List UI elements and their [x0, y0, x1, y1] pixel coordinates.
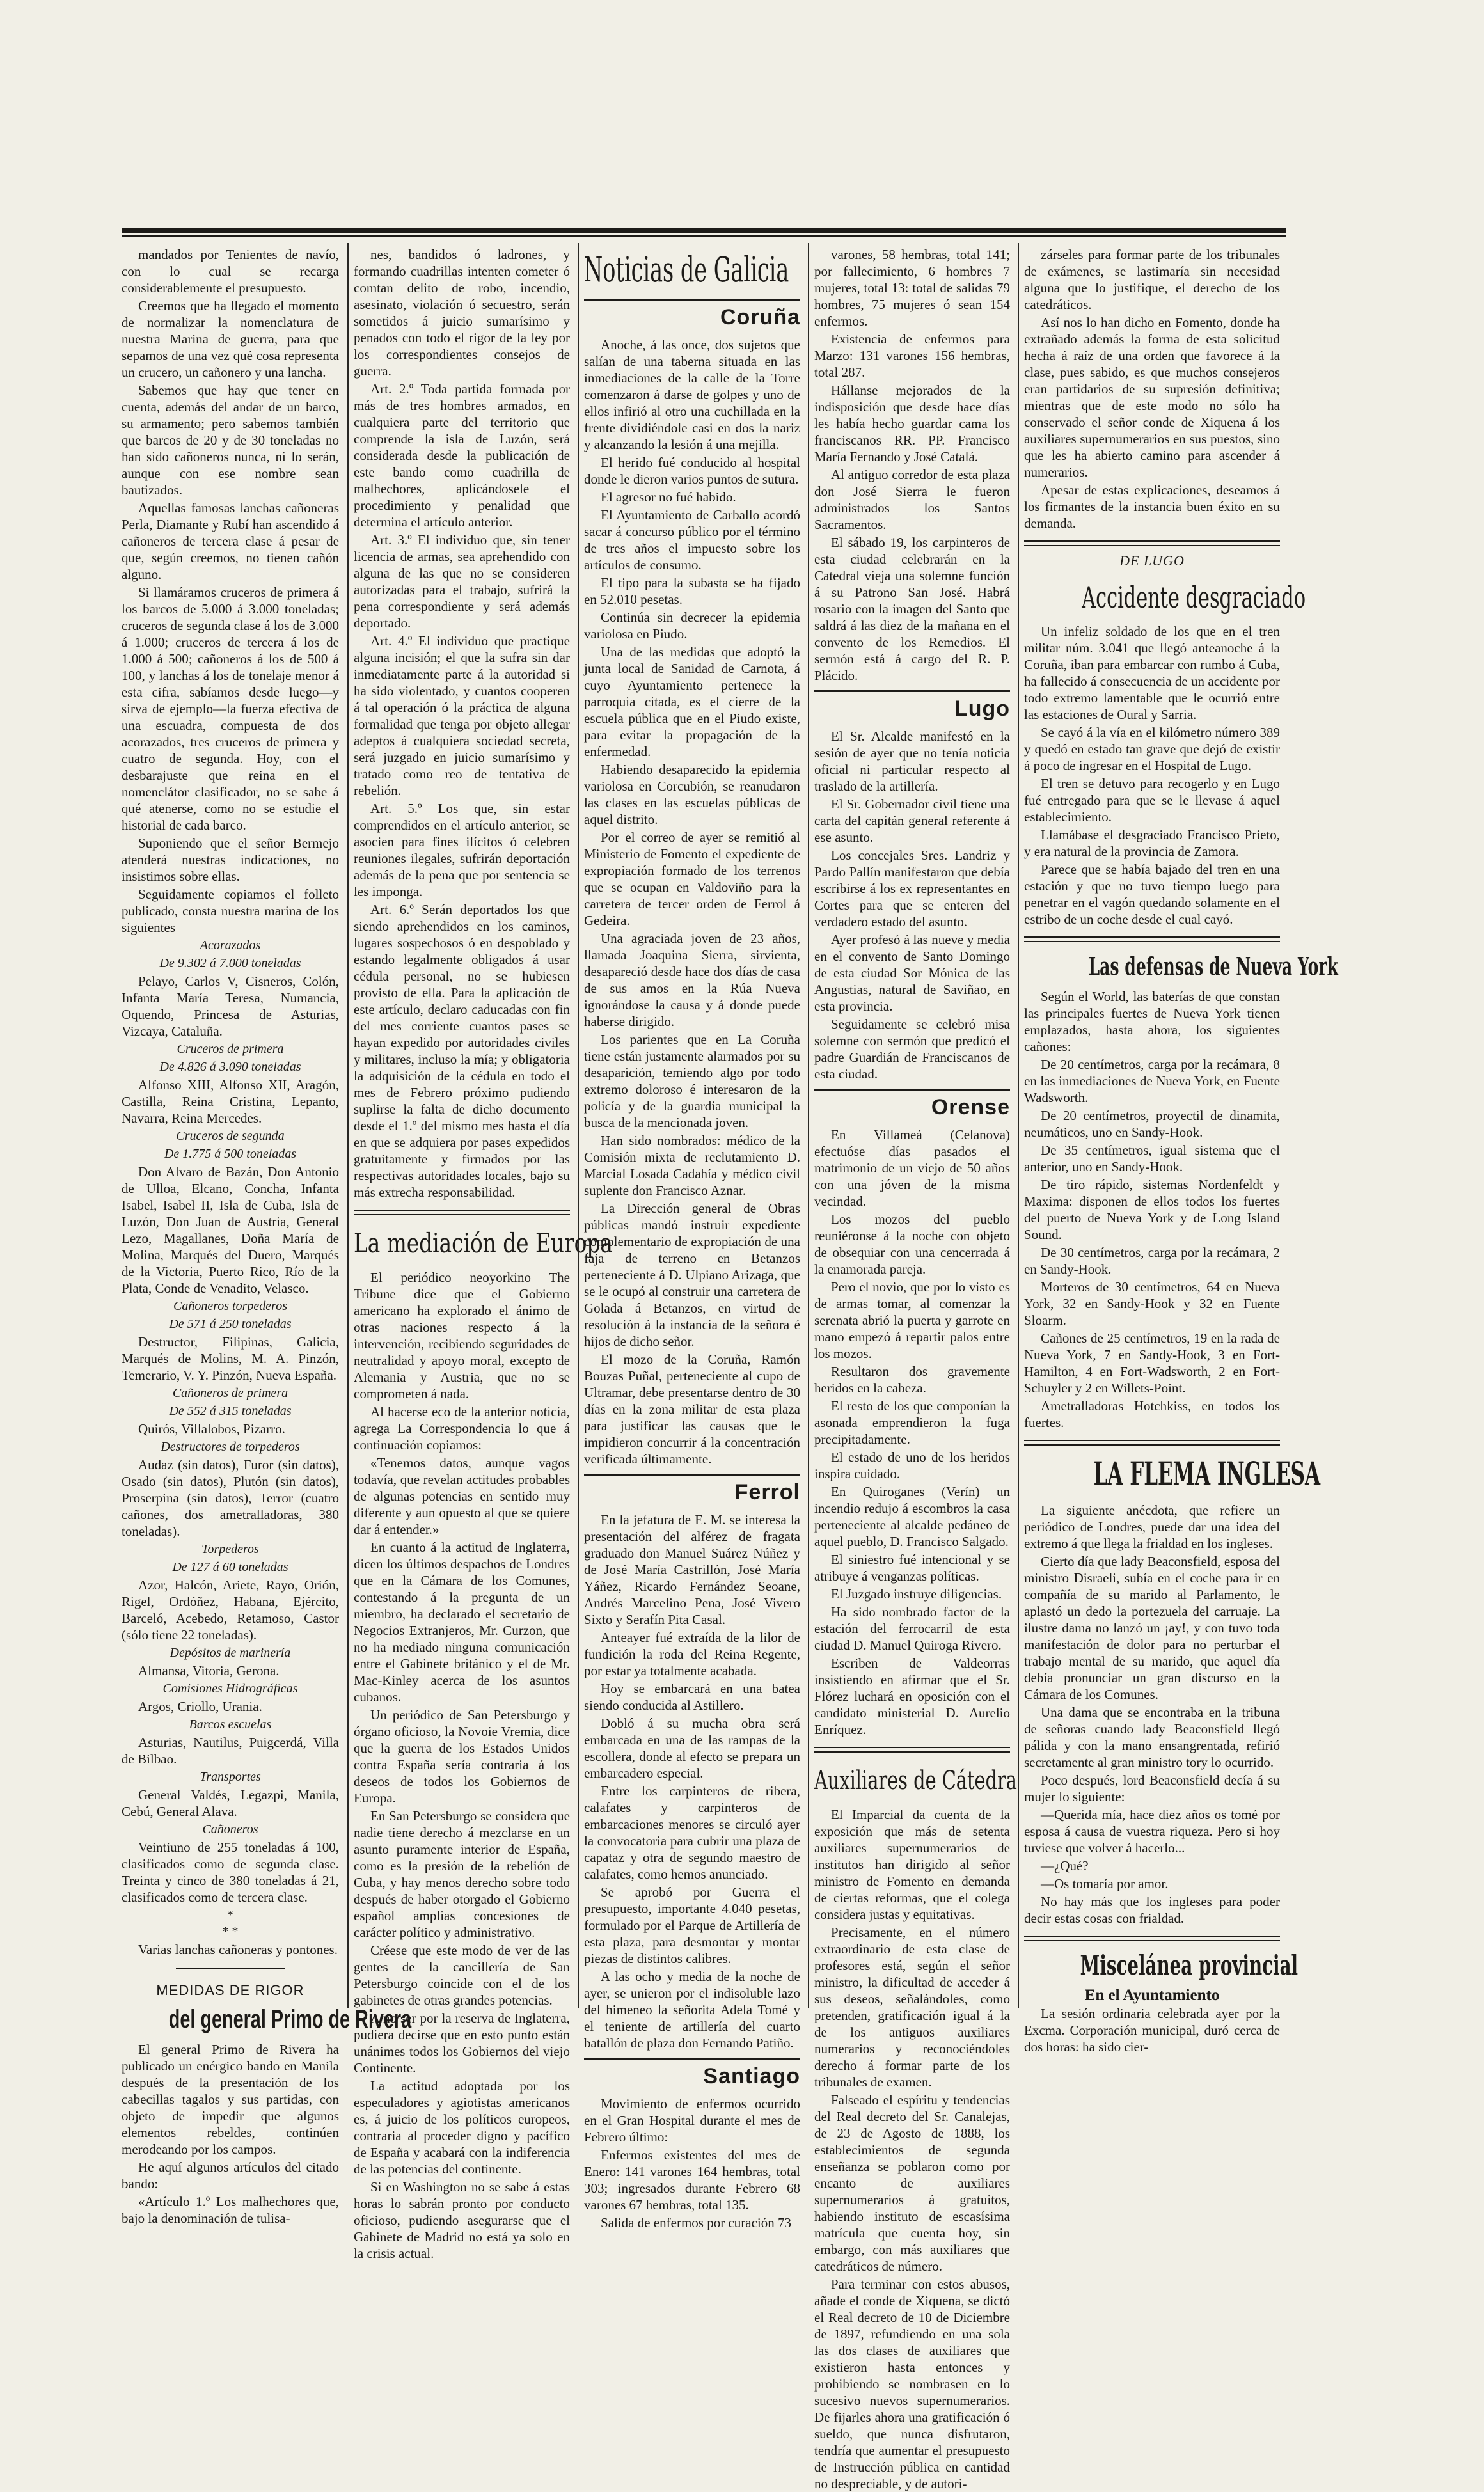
paragraph: El mozo de la Coruña, Ramón Bouzas Puñal, perteneciente al cupo de Ultramar, debe presentarse dentro de 30 días en la zona militar de esta plaza para justificar las causas que le impidieron concurrir á la concentración verificada últimamente. — [584, 1352, 800, 1467]
divider — [1024, 1440, 1280, 1446]
paragraph: —Querida mía, hace diez años os tomé por esposa á causa de vuestra riqueza. Pero si hoy tuviese que volver á hacerlo... — [1024, 1807, 1280, 1856]
paragraph: En la jefatura de E. M. se interesa la presentación del alférez de fragata graduado don Manuel Suárez Núñez y de José María Castrillón, José María Yáñez, Ricardo Fernández Seoane, Andrés Marcelino Pena, José Vivero Sixto y Serafín Pita Casal. — [584, 1512, 800, 1627]
paragraph: Varias lanchas cañoneras y pontones. — [138, 1942, 338, 1957]
fleet-tonnage: De 4.826 á 3.090 toneladas — [159, 1060, 301, 1074]
paragraph: Falseado el espíritu y tendencias del Real decreto del Sr. Canalejas, de 23 de Agosto de 1888, los establecimientos de segunda enseñanza se poblaron como por encanto de auxiliares supernumerarios á gratuitos, habiendo instituto de escasísima matrícula que cuenta hoy, sin embargo, con más auxiliares que catedráticos de número. — [814, 2092, 1010, 2274]
paragraph: Morteros de 30 centímetros, 64 en Nueva York, 32 en Sandy-Hook y 32 en Fuente Sloarm. — [1024, 1279, 1280, 1328]
paragraph: Movimiento de enfermos ocurrido en el Gran Hospital durante el mes de Febrero último: — [584, 2096, 800, 2145]
paragraph: El tren se detuvo para recogerlo y en Lugo fué entregado para que se le llevase á aquel establecimiento. — [1024, 776, 1280, 824]
fleet-ships: Almansa, Vitoria, Gerona. — [138, 1663, 280, 1678]
paragraph: El Juzgado instruye diligencias. — [831, 1586, 1002, 1602]
paragraph: Ha sido nombrado factor de la estación del ferrocarril de esta ciudad D. Manuel Quiroga Rivero. — [814, 1604, 1010, 1653]
paragraph: varones, 58 hembras, total 141; por fallecimiento, 6 hombres 7 mujeres, total 13: total de salidas 79 hombres, 75 mujeres ó sean 154 enfermos. — [814, 247, 1010, 329]
paragraph: Art. 4.º El individuo que practique alguna incisión; el que la sufra sin dar inmediatamente parte á la autoridad si ha sido violentado, y cuantos cooperen á tal operación ó la práctica de alguna formalidad que tenga por objeto allegar adeptos á cualquiera sociedad secreta, será juzgado en juicio sumarísimo y tratado como reo de tentativa de rebelión. — [354, 633, 570, 798]
paragraph: Una agraciada joven de 23 años, llamada Joaquina Sierra, sirvienta, desapareció desde hace dos días de casa de sus amos en la Rúa Nueva ignorándose la causa y á donde puede haberse dirigido. — [584, 931, 800, 1029]
paragraph: El herido fué conducido al hospital donde le dieron varios puntos de sutura. — [584, 455, 800, 487]
column-rule — [347, 243, 349, 2008]
paragraph: —Os tomaría por amor. — [1041, 1876, 1169, 1891]
paragraph: Créese que este modo de ver de las gentes de la cancillería de San Petersburgo coincide con el de los gabinetes de otras grandes potencias. — [354, 1943, 570, 2008]
section-kicker: MEDIDAS DE RIGOR — [156, 1982, 304, 1998]
article-title: del general Primo de Rivera — [168, 2005, 412, 2033]
paragraph: El Sr. Alcalde manifestó en la sesión de ayer que no tenía noticia oficial ni particular respecto al traslado de la artillería. — [814, 729, 1010, 794]
paragraph: Pero el novio, que por lo visto es de armas tomar, al comenzar la serenata abrió la puerta y garrote en mano empezó á repartir palos entre los mozos. — [814, 1279, 1010, 1361]
paragraph: Los concejales Sres. Landriz y Pardo Pallín manifestaron que debía escribirse á los ex representantes en Cortes para que se enteren del verdadero estado del asunto. — [814, 848, 1010, 929]
paragraph: El agresor no fué habido. — [601, 489, 736, 505]
paragraph: «Tenemos datos, aunque vagos todavía, que revelan actitudes probables de algunas potencias en sentido muy diferente y aun opuesto al que se quiere dar á entender.» — [354, 1455, 570, 1537]
divider — [1024, 1936, 1280, 1941]
paragraph: El Imparcial da cuenta de la exposición que más de setenta auxiliares supernumerarios de institutos han dirigido al señor ministro de Fomento en demanda de ciertas reformas, que el colega considera justas y equitativas. — [814, 1807, 1010, 1922]
paragraph: Llamábase el desgraciado Francisco Prieto, y era natural de la provincia de Zamora. — [1024, 827, 1280, 859]
paragraph: El siniestro fué intencional y se atribuye á venganzas políticas. — [814, 1552, 1010, 1584]
paragraph: A las ocho y media de la noche de ayer, se unieron por el indisoluble lazo del himeneo la señorita Adela Tomé y el teniente de artillería del cuarto batallón de plaza don Fernando Patiño. — [584, 1969, 800, 2051]
divider — [1024, 540, 1280, 546]
paragraph: En Quiroganes (Verín) un incendio redujo á escombros la casa perteneciente al alcalde pedáneo de aquel pueblo, D. Francisco Salgado. — [814, 1484, 1010, 1549]
paragraph: Seguidamente se celebró misa solemne con sermón que predicó el padre Guardián de Franciscanos de esta ciudad. — [814, 1016, 1010, 1082]
fleet-ships: Destructor, Filipinas, Galicia, Marqués de Molins, M. A. Pinzón, Temerario, V. Y. Pinzón, Nueva España. — [122, 1334, 339, 1383]
paragraph: El tipo para la subasta se ha fijado en 52.010 pesetas. — [584, 575, 800, 607]
paragraph: Si llamáramos cruceros de primera á los barcos de 5.000 á 3.000 toneladas; cruceros de segunda clase á los de 3.000 á 1.000; cruceros de tercera á los de 1.000 á 500; cañoneros á los de 500 á 100, y lanchas á los de tonelaje menor á esta cifra, sabíamos desde luego—y sirva de ejemplo—la fuerza efectiva de una escuadra, compuesta de dos acorazados, tres cruceros de primera y cuatro de segunda. Hoy, con el desbarajuste que reina en el nomenclátor clasificador, no se sabe á qué atenerse, como no se estudie el historial de cada barco. — [122, 585, 339, 833]
paragraph: Dobló á su mucha obra será embarcada en una de las rampas de la escollera, donde al efecto se prepara un embarcadero especial. — [584, 1715, 800, 1781]
divider — [814, 1747, 1010, 1753]
fleet-tonnage: De 127 á 60 toneladas — [172, 1560, 288, 1574]
fleet-ships: Azor, Halcón, Ariete, Rayo, Orión, Rigel, Ordóñez, Habana, Ejército, Barceló, Acebedo, Retamoso, Castor (sólo tiene 22 toneladas). — [122, 1577, 339, 1643]
paragraph: El general Primo de Rivera ha publicado un enérgico bando en Manila después de la presentación de los cabecillas tagalos y sus partidas, con objeto de impedir que algunos elementos rebeldes, continúen merodeando por los campos. — [122, 2042, 339, 2157]
paragraph: El estado de uno de los heridos inspira cuidado. — [814, 1449, 1010, 1481]
fleet-ships: Alfonso XIII, Alfonso XII, Aragón, Castilla, Reina Cristina, Lepanto, Navarra, Reina Mercedes. — [122, 1077, 339, 1126]
paragraph: zárseles para formar parte de los tribunales de exámenes, se lastimaría sin necesidad alguna que lo justifique, el derecho de los catedráticos. — [1024, 247, 1280, 312]
divider — [354, 1210, 570, 1215]
column-rule — [1018, 243, 1019, 2008]
paragraph: Salida de enfermos por curación 73 — [601, 2215, 791, 2230]
fleet-category: Destructores de torpederos — [161, 1440, 300, 1454]
paragraph: Anoche, á las once, dos sujetos que salían de una taberna situada en las inmediaciones de la calle de la Torre comenzaron á darse de golpes y uno de ellos infirió al otro una cuchillada en la frente dividiéndole casi en dos la nariz y alcanzando la lesión á una mejilla. — [584, 337, 800, 452]
paragraph: El periódico neoyorkino The Tribune dice que el Gobierno americano ha explorado el ánimo de otras naciones respecto á la intervención, recibiendo seguridades de neutralidad y apoyo moral, excepto de Alemania y Austria, que no se comprometen á nada. — [354, 1270, 570, 1401]
paragraph: Continúa sin decrecer la epidemia variolosa en Piudo. — [584, 610, 800, 642]
city-heading: Ferrol — [584, 1474, 800, 1505]
fleet-ships: General Valdés, Legazpi, Manila, Cebú, General Alava. — [122, 1787, 339, 1819]
paragraph: La Dirección general de Obras públicas mandó instruir expediente complementario de expropiación de una faja de terreno en Betanzos perteneciente á D. Ulpiano Arizaga, que se le ocupó al construir una carretera de Golada á Betanzos, en virtud de resolución á la instancia de la señora é hijos de dicho señor. — [584, 1201, 800, 1349]
paragraph: De 30 centímetros, carga por la recámara, 2 en Sandy-Hook. — [1024, 1245, 1280, 1277]
paragraph: Resultaron dos gravemente heridos en la cabeza. — [814, 1364, 1010, 1396]
paragraph: El sábado 19, los carpinteros de esta ciudad celebrarán en la Catedral vieja una solemne función á su Patrono San José. Habrá rosario con la imagen del Santo que saldrá á las diez de la mañana en el convento de los Remedios. El sermón está á cargo del R. P. Plácido. — [814, 535, 1010, 683]
paragraph: Los mozos del pueblo reuniéronse á la noche con objeto de obsequiar con una cencerrada á la enamorada pareja. — [814, 1211, 1010, 1277]
paragraph: El resto de los que componían la asonada emprendieron la fuga precipitadamente. — [814, 1398, 1010, 1447]
fleet-category: Acorazados — [200, 938, 261, 952]
paragraph: Art. 6.º Serán deportados los que siendo aprehendidos en los caminos, lugares sospechosos ó en despoblado y estando legalmente obligados á usar cédula personal, no se hubiesen provisto de ella. Para la aplicación de este artículo, declaro caducadas con fin del mes corriente cuantos pases se hayan expedido por autoridades civiles y militares, incluso la mía; y obligatoria la adquisición de la cédula en todo el mes de Febrero próximo pudiendo suplirse la falta de dicho documento desde el 1.º del mismo mes hasta el día en que se adquiera por pases expedidos gratuitamente y firmados por las respectivas autoridades locales, bajo su más extrecha responsabilidad. — [354, 902, 570, 1200]
paragraph: Sabemos que hay que tener en cuenta, además del andar de un barco, su armamento; pero sabemos también que barcos de 20 y de 30 toneladas no han sido cañoneros nunca, ni lo serán, aunque con ese nombre sean bautizados. — [122, 382, 339, 498]
paragraph: Ayer profesó á las nueve y media en el convento de Santo Domingo de esta ciudad Sor Mónica de las Angustias, natural de Saviñao, en esta provincia. — [814, 932, 1010, 1014]
column-5 — [1024, 246, 1338, 2054]
fleet-category: Cruceros de primera — [177, 1042, 284, 1056]
fleet-category: Comisiones Hidrográficas — [162, 1682, 298, 1696]
paragraph: Así nos lo han dicho en Fomento, donde ha extrañado además la forma de esta solicitud hecha á raíz de una orden que favorece á la clase, pues sabido, es que muchos consejeros eran partidarios de su supresión definitiva; mientras que de este modo no sólo ha conservado el señor conde de Xiquena á los auxiliares supernumerarios en sus puestos, sino que les ha abierto camino para ascender á numerarios. — [1024, 315, 1280, 480]
city-heading: Lugo — [814, 690, 1010, 722]
paragraph: Anteayer fué extraída de la lilor de fundición la roda del Reina Regente, por estar ya totalmente acabada. — [584, 1630, 800, 1678]
column-4 — [814, 246, 1017, 2491]
fleet-category: Torpederos — [201, 1542, 259, 1556]
fleet-category: Cruceros de segunda — [176, 1129, 285, 1143]
top-rule — [122, 228, 1286, 233]
paragraph: mandados por Tenientes de navío, con lo cual se recarga considerablemente el presupuesto. — [122, 247, 339, 296]
paragraph: Un infeliz soldado de los que en el tren militar núm. 3.041 que llegó anteanoche á la Coruña, iban para embarcar con rumbo á Cuba, ha fallecido á consecuencia de un accidente por todo extremo lamentable que le ocurrió entre las estaciones de Oural y Sarria. — [1024, 624, 1280, 722]
paragraph: Al hacerse eco de la anterior noticia, agrega La Correspondencia lo que á continuación copiamos: — [354, 1404, 570, 1453]
paragraph: Escriben de Valdeorras insistiendo en afirmar que el Sr. Flórez luchará en oposición con el candidato ministerial D. Aurelio Enríquez. — [814, 1655, 1010, 1737]
fleet-tonnage: De 1.775 á 500 toneladas — [164, 1147, 297, 1161]
article-title: Auxiliares de Cátedra — [814, 1766, 1017, 1795]
paragraph: nes, bandidos ó ladrones, y formando cuadrillas intenten cometer ó comtan delito de robo, incendio, asesinato, violación ó secuestro, serán sometidos á juicio sumarísimo y penados con todo el rigor de la ley por los correspondientes consejos de guerra. — [354, 247, 570, 379]
paragraph: Parece que se había bajado del tren en una estación y que no tuvo tiempo luego para penetrar en el vagón quedando solamente en el estribo de un coche desde el cual cayó. — [1024, 862, 1280, 927]
column-2 — [354, 246, 613, 2261]
paragraph: Suponiendo que el señor Bermejo atenderá nuestras indicaciones, no insistimos sobre ellas. — [122, 835, 339, 884]
paragraph: De 20 centímetros, carga por la recámara, 8 en las inmediaciones de Nueva York, en Fuente Wadsworth. — [1024, 1057, 1280, 1105]
paragraph: Por el correo de ayer se remitió al Ministerio de Fomento el expediente de expropiación formado de los terrenos que se ocupan en Valdoviño para la carretera de tercer orden de Ferrol á Gedeira. — [584, 830, 800, 928]
fleet-category: Cañoneros de primera — [172, 1386, 288, 1400]
paragraph: El Ayuntamiento de Carballo acordó sacar á concurso público por el término de tres años el impuesto sobre los artículos de consumo. — [584, 507, 800, 572]
paragraph: De tiro rápido, sistemas Nordenfeldt y Maxima: disponen de ellos todos los fuertes del puerto de Nueva York y de Long Island Sound. — [1024, 1177, 1280, 1242]
column-1 — [122, 246, 412, 2226]
fleet-category: Cañoneros torpederos — [173, 1299, 287, 1313]
paragraph: Enfermos existentes del mes de Enero: 141 varones 164 hembras, total 303; ingresados durante Febrero 68 varones 67 hembras, total 135. — [584, 2147, 800, 2212]
paragraph: De 35 centímetros, igual sistema que el anterior, uno en Sandy-Hook. — [1024, 1142, 1280, 1174]
article-title: Las defensas de Nueva York — [1088, 952, 1338, 981]
paragraph: De 20 centímetros, proyectil de dinamita, neumáticos, uno en Sandy-Hook. — [1024, 1108, 1280, 1140]
paragraph: Se aprobó por Guerra el presupuesto, importante 4.040 pesetas, formulado por el Parque de Artillería de esta plaza, para desmontar y montar piezas de distintos calibres. — [584, 1884, 800, 1966]
section-title: Noticias de Galicia — [584, 249, 789, 290]
article-title: LA FLEMA INGLESA — [1093, 1455, 1321, 1492]
paragraph: Ametralladoras Hotchkiss, en todos los fuertes. — [1024, 1398, 1280, 1430]
paragraph: Si en Washington no se sabe á estas horas lo sabrán pronto por conducto oficioso, pudiendo asegurarse que el Gabinete de Madrid no está ya solo en la crisis actual. — [354, 2179, 570, 2261]
paragraph: Se cayó á la vía en el kilómetro número 389 y quedó en estado tan grave que dejó de existir á poco de ingresar en el Hospital de Lugo. — [1024, 725, 1280, 773]
column-rule — [808, 243, 809, 2008]
paragraph: Seguidamente copiamos el folleto publicado, consta nuestra marina de los siguientes — [122, 887, 339, 935]
paragraph: En cuanto á la actitud de Inglaterra, dicen los últimos despachos de Londres que en la Cámara de los Comunes, contestando á la pregunta de un miembro, ha declarado el secretario de Negocios Extranjeros, Mr. Curzon, que no ha mediado ninguna comunicación entre el Gabinete británico y el de Mr. Mac-Kinley acerca de los asuntos cubanos. — [354, 1540, 570, 1705]
paragraph: En San Petersburgo se considera que nadie tiene derecho á mezclarse en un asunto puramente interior de España, como es la presión de la rebelión de Cuba, y hay menos derecho sobre todo después de haber otorgado el Gobierno español amplias concesiones de carácter político y administrativo. — [354, 1808, 570, 1940]
divider — [176, 1968, 285, 1969]
fleet-tonnage: De 552 á 315 toneladas — [169, 1404, 292, 1418]
paragraph: Cierto día que lady Beaconsfield, esposa del ministro Disraeli, subía en el coche para ir en compañía de su marido al Parlamento, le aplastó un dedo la portezuela del carruaje. La ilustre dama no lanzó un ¡ay!, y con tuvo toda manifestación de dolor para no perturbar el trabajo mental de su marido, que aquel día debía pronunciar un gran discurso en la Cámara de los Comunes. — [1024, 1554, 1280, 1702]
paragraph: Existencia de enfermos para Marzo: 131 varones 156 hembras, total 287. — [814, 331, 1010, 380]
paragraph: Art. 2.º Toda partida formada por más de tres hombres armados, en cualquiera parte del territorio que comprende la isla de Luzón, será considerada desde la publicación de este bando como cuadrilla de malhechores, aplicándosele el procedimiento y penalidad que determina el artículo anterior. — [354, 381, 570, 530]
paragraph: Una de las medidas que adoptó la junta local de Sanidad de Carnota, á cuyo Ayuntamiento pertenece la parroquia citada, es el cierre de la escuela pública que en el Piudo existe, para evitar la propagación de la enfermedad. — [584, 644, 800, 759]
paragraph: Hoy se embarcará en una batea siendo conducida al Astillero. — [584, 1681, 800, 1713]
fleet-ships: Veintiuno de 255 toneladas á 100, clasificados como de segunda clase. Treinta y cinco de 380 toneladas á 21, clasificados como de tercera clase. — [122, 1840, 339, 1905]
fleet-category: Barcos escuelas — [189, 1717, 272, 1731]
paragraph: Cañones de 25 centímetros, 19 en la rada de Nueva York, 7 en Sandy-Hook, 3 en Fort-Hamilton, 4 en Fort-Wadsworth, 2 en Fort-Schuyler y 2 en Willets-Point. — [1024, 1330, 1280, 1396]
section-kicker: DE LUGO — [1119, 553, 1185, 569]
divider — [1024, 936, 1280, 942]
paragraph: Aquellas famosas lanchas cañoneras Perla, Diamante y Rubí han ascendido á cañoneros de tercera clase á pesar de que, según creemos, no tienen cañón alguno. — [122, 500, 339, 582]
top-rule-thin — [122, 235, 1286, 237]
paragraph: He aquí algunos artículos del citado bando: — [122, 2159, 339, 2191]
paragraph: Según el World, las baterías de que constan las principales fuertes de Nueva York tienen emplazados, hasta ahora, los siguientes cañones: — [1024, 989, 1280, 1054]
fleet-category: Transportes — [200, 1770, 261, 1784]
paragraph: Un periódico de San Petersburgo y órgano oficioso, la Novoie Vremia, dice que la guerra de los Estados Unidos contra España sería contraria á los deseos de todos los Gobiernos de Europa. — [354, 1707, 570, 1806]
paragraph: Los parientes que en La Coruña tiene están justamente alarmados por su desaparición, temiendo algo por todo extremo doloroso é interesaron de la policía y de la guardia municipal la busca de la mencionada joven. — [584, 1032, 800, 1130]
paragraph: Para terminar con estos abusos, añade el conde de Xiquena, se dictó el Real decreto de 10 de Diciembre de 1897, refundiendo en una sola las dos clases de auxiliares que existieron hasta entonces y prohibiendo se nombrasen en lo sucesivo nuevos supernumerarios. De fijarles ahora una gratificación ó sueldo, que nunca disfrutaron, tendría que aumentar el presupuesto de Instrucción pública en cantidad no despreciable, y de autori- — [814, 2276, 1010, 2491]
paragraph: Art. 5.º Los que, sin estar comprendidos en el artículo anterior, se asocien para fines ilícitos ó celebren reuniones ilegales, sufrirán deportación además de la pena que por sentencia se les imponga. — [354, 801, 570, 899]
fleet-ships: Argos, Criollo, Urania. — [138, 1699, 262, 1714]
paragraph: Entre los carpinteros de ribera, calafates y carpinteros de embarcaciones menores se circuló ayer la convocatoria para cubrir una plaza de capataz y otra de segundo maestro de calafates, como hemos anunciado. — [584, 1783, 800, 1882]
paragraph: La actitud adoptada por los especuladores y agiotistas americanos es, á juicio de los políticos europeos, contraria al proceder digno y pacífico de España y acabará con la indiferencia de las potencias del continente. — [354, 2078, 570, 2177]
article-subtitle: En el Ayuntamiento — [1084, 1987, 1220, 2004]
article-title: La mediación de Europa — [354, 1227, 613, 1259]
separator-stars: * * * — [222, 1908, 239, 1939]
paragraph: Precisamente, en el número extraordinario de esta clase de profesores está, según el señor ministro, la dificultad de acceder á sus deseos, señalándoles, como pretenden, gratificación igual á la de los antiguos auxiliares numerarios y reconociéndoles derecho á formar parte de los tribunales de examen. — [814, 1925, 1010, 2090]
city-heading: Santiago — [584, 2058, 800, 2089]
paragraph: Habiendo desaparecido la epidemia variolosa en Corcubión, se reanudaron las clases en las escuelas públicas de aquel distrito. — [584, 762, 800, 827]
fleet-category: Cañoneros — [202, 1822, 258, 1836]
city-heading: Coruña — [584, 299, 800, 330]
article-title: Miscelánea provincial — [1080, 1950, 1298, 1981]
paragraph: Apesar de estas explicaciones, deseamos á los firmantes de la instancia buen éxito en su demanda. — [1024, 482, 1280, 531]
paragraph: —¿Qué? — [1041, 1858, 1089, 1873]
paragraph: En Villameá (Celanova) efectuóse días pasados el matrimonio de un viejo de 50 años con una jóven de la misma vecindad. — [814, 1127, 1010, 1209]
paragraph: La sesión ordinaria celebrada ayer por la Excma. Corporación municipal, duró cerca de dos horas: ha sido cier- — [1024, 2006, 1280, 2054]
paragraph: Han sido nombrados: médico de la Comisión mixta de reclutamiento D. Marcial Losada Cadahía y médico civil suplente don Francisco Aznar. — [584, 1133, 800, 1198]
paragraph: La siguiente anécdota, que refiere un periódico de Londres, puede dar una idea del extremo á que llega la frialdad en los ingleses. — [1024, 1502, 1280, 1551]
fleet-ships: Quirós, Villalobos, Pizarro. — [138, 1421, 285, 1437]
paragraph: A no ser por la reserva de Inglaterra, pudiera decirse que en esto punto están unánimes todos los Gobiernos del viejo Continente. — [354, 2010, 570, 2076]
fleet-ships: Don Alvaro de Bazán, Don Antonio de Ulloa, Elcano, Concha, Infanta Isabel, Isabel II, Isla de Cuba, Isla de Luzón, Don Juan de Austria, General Lezo, Magallanes, Doña María de Molina, Marqués del Duero, Marqués de la Victoria, Puerto Rico, Río de la Plata, Conde de Venadito, Velasco. — [122, 1164, 339, 1296]
fleet-tonnage: De 9.302 á 7.000 toneladas — [159, 956, 301, 970]
article-title: Accidente desgraciado — [1082, 580, 1306, 615]
paragraph: Art. 3.º El individuo que, sin tener licencia de armas, sea aprehendido con alguna de las que no se consideren autorizadas para el trabajo, sufrirá la pena correspondiente y será además deportado. — [354, 532, 570, 631]
paragraph: Poco después, lord Beaconsfield decía á su mujer lo siguiente: — [1024, 1772, 1280, 1804]
fleet-category: Depósitos de marinería — [170, 1646, 291, 1660]
paragraph: «Artículo 1.º Los malhechores que, bajo la denominación de tulisa- — [122, 2194, 339, 2226]
paragraph: No hay más que los ingleses para poder decir estas cosas con frialdad. — [1024, 1894, 1280, 1926]
city-heading: Orense — [814, 1089, 1010, 1120]
fleet-tonnage: De 571 á 250 toneladas — [169, 1317, 292, 1331]
paragraph: Al antiguo corredor de esta plaza don José Sierra le fueron administrados los Santos Sacramentos. — [814, 467, 1010, 532]
paragraph: Creemos que ha llegado el momento de normalizar la nomenclatura de nuestra Marina de guerra, para que sepamos de una vez qué cosa representa un crucero, un cañonero y una lancha. — [122, 298, 339, 380]
column-3 — [584, 246, 800, 2230]
fleet-ships: Pelayo, Carlos V, Cisneros, Colón, Infanta María Teresa, Numancia, Oquendo, Princesa de Asturias, Vizcaya, Cataluña. — [122, 974, 339, 1039]
fleet-ships: Asturias, Nautilus, Puigcerdá, Villa de Bilbao. — [122, 1735, 339, 1767]
paragraph: El Sr. Gobernador civil tiene una carta del capitán general referente á ese asunto. — [814, 796, 1010, 845]
fleet-ships: Audaz (sin datos), Furor (sin datos), Osado (sin datos), Plutón (sin datos), Proserpina (sin datos), Terror (cuatro cañones, dos ametralladoras, 380 toneladas). — [122, 1457, 339, 1539]
paragraph: Una dama que se encontraba en la tribuna de señoras cuando lady Beaconsfield llegó pálida y con la mano ensangrentada, refirió secretamente al gran ministro tory lo ocurrido. — [1024, 1705, 1280, 1770]
paragraph: Hállanse mejorados de la indisposición que desde hace días les había hecho guardar cama los franciscanos RR. PP. Francisco María Fernando y José Catalá. — [814, 382, 1010, 464]
column-rule — [578, 243, 579, 2008]
